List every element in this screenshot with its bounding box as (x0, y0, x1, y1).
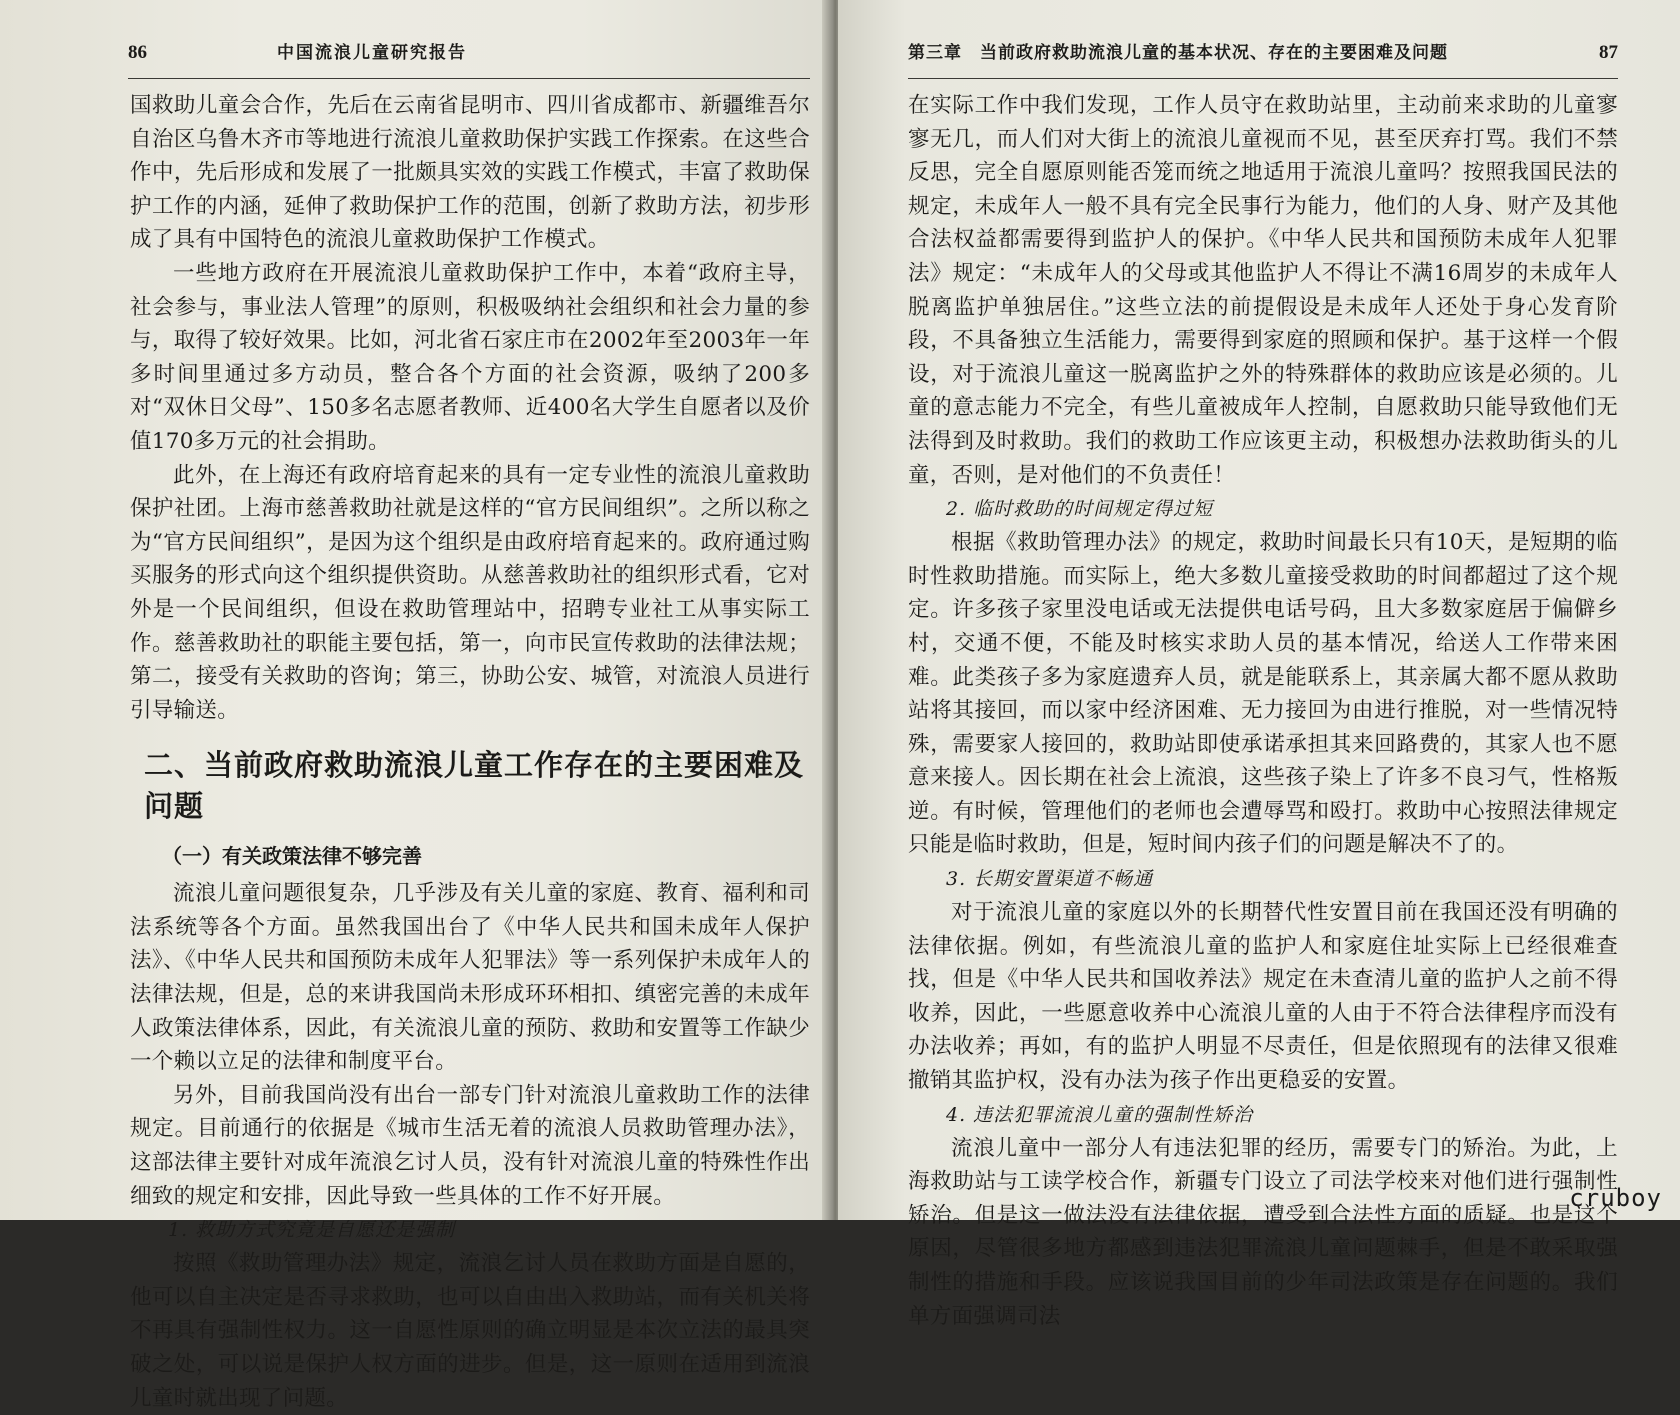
right-page-header (908, 38, 1618, 79)
item-heading: 1. 救助方式究竟是自愿还是强制 (168, 1219, 456, 1242)
paragraph: 按照《救助管理办法》规定，流浪乞讨人员在救助方面是自愿的，他可以自主决定是否寻求救助，也可以自由出入救助站，而有关机关将不再具有强制性权力。这一自愿性原则的确立明显是本次立法的最具突破之处，可以说是保护人权方面的进步。但是，这一原则在适用到流浪儿童时就出现了问题。 (130, 1251, 810, 1411)
item-heading: 2. 临时救助的时间规定得过短 (946, 498, 1214, 521)
paragraph: 此外，在上海还有政府培育起来的具有一定专业性的流浪儿童救助保护社团。上海市慈善救助社就是这样的“官方民间组织”。之所以称之为“官方民间组织”，是因为这个组织是由政府培育起来的。政府通过购买服务的形式向这个组织提供资助。从慈善救助社的组织形式看，它对外是一个民间组织，但设在救助管理站中，招聘专业社工从事实际工作。慈善救助社的职能主要包括，第一，向市民宣传救助的法律法规；第二，接受有关救助的咨询；第三，协助公安、城管，对流浪人员进行引导输送。 (130, 462, 810, 723)
left-page (0, 0, 830, 1411)
right-running-title: 第三章 当前政府救助流浪儿童的基本状况、存在的主要困难及问题 (908, 43, 1448, 63)
left-page-number: 86 (128, 42, 147, 63)
paragraph: 另外，目前我国尚没有出台一部专门针对流浪儿童救助工作的法律规定。目前通行的依据是《城市生活无着的流浪人员救助管理办法》，这部法律主要针对成年流浪乞讨人员，没有针对流浪儿童的特殊性作出细致的规定和安排，因此导致一些具体的工作不好开展。 (130, 1082, 810, 1209)
left-running-title: 中国流浪儿童研究报告 (277, 43, 467, 63)
right-page-body (908, 89, 1618, 1333)
paragraph: 根据《救助管理办法》的规定，救助时间最长只有10天，是短期的临时性救助措施。而实际上，绝大多数儿童接受救助的时间都超过了这个规定。许多孩子家里没电话或无法提供电话号码，且大多数家庭居于偏僻乡村，交通不便，不能及时核实求助人员的基本情况，给送人工作带来困难。此类孩子多为家庭遗弃人员，就是能联系上，其亲属大都不愿从救助站将其接回，而以家中经济困难、无力接回为由进行推脱，对一些情况特殊，需要家人接回的，救助站即使承诺承担其来回路费的，其家人也不愿意来接人。因长期在社会上流浪，这些孩子染上了许多不良习气，性格叛逆。有时候，管理他们的老师也会遭辱骂和殴打。救助中心按照法律规定只能是临时救助，但是，短时间内孩子们的问题是解决不了的。 (908, 530, 1618, 858)
subsection-heading: （一）有关政策法律不够完善 (162, 844, 422, 869)
paragraph: 流浪儿童问题很复杂，几乎涉及有关儿童的家庭、教育、福利和司法系统等各个方面。虽然我国出台了《中华人民共和国未成年人保护法》、《中华人民共和国预防未成年人犯罪法》等一系列保护未成年人的法律法规，但是，总的来讲我国尚未形成环环相扣、缜密完善的未成年人政策法律体系，因此，有关流浪儿童的预防、救助和安置等工作缺少一个赖以立足的法律和制度平台。 (130, 881, 810, 1075)
right-page-number: 87 (1599, 42, 1618, 63)
right-page (838, 0, 1680, 1329)
left-page-body (130, 89, 810, 1415)
paragraph: 对于流浪儿童的家庭以外的长期替代性安置目前在我国还没有明确的法律依据。例如，有些流浪儿童的监护人和家庭住址实际上已经很难查找，但是《中华人民共和国收养法》规定在未查清儿童的监护人之前不得收养，因此，一些愿意收养中心流浪儿童的人由于不符合法律程序而没有办法收养；再如，有的监护人明显不尽责任，但是依照现有的法律又很难撤销其监护权，没有办法为孩子作出更稳妥的安置。 (908, 900, 1618, 1094)
section-heading: 二、当前政府救助流浪儿童工作存在的主要困难及问题 (144, 748, 805, 824)
watermark: cruboy (1569, 1184, 1662, 1212)
item-heading: 4. 违法犯罪流浪儿童的强制性矫治 (946, 1103, 1254, 1126)
left-page-header (128, 38, 810, 79)
paragraph: 在实际工作中我们发现，工作人员守在救助站里，主动前来求助的儿童寥寥无几，而人们对大街上的流浪儿童视而不见，甚至厌弃打骂。我们不禁反思，完全自愿原则能否笼而统之地适用于流浪儿童吗？按照我国民法的规定，未成年人一般不具有完全民事行为能力，他们的人身、财产及其他合法权益都需要得到监护人的保护。《中华人民共和国预防未成年人犯罪法》规定：“未成年人的父母或其他监护人不得让不满16周岁的未成年人脱离监护单独居住。”这些立法的前提假设是未成年人还处于身心发育阶段，不具备独立生活能力，需要得到家庭的照顾和保护。基于这样一个假设，对于流浪儿童这一脱离监护之外的特殊群体的救助应该是必须的。儿童的意志能力不完全，有些儿童被成年人控制，自愿救助只能导致他们无法得到及时救助。我们的救助工作应该更主动，积极想办法救助街头的儿童，否则，是对他们的不负责任！ (908, 93, 1618, 488)
paragraph: 国救助儿童会合作，先后在云南省昆明市、四川省成都市、新疆维吾尔自治区乌鲁木齐市等地进行流浪儿童救助保护实践工作探索。在这些合作中，先后形成和发展了一批颇具实效的实践工作模式，丰富了救助保护工作的内涵，延伸了救助保护工作的范围，创新了救助方法，初步形成了具有中国特色的流浪儿童救助保护工作模式。 (130, 93, 810, 253)
paragraph: 流浪儿童中一部分人有违法犯罪的经历，需要专门的矫治。为此，上海救助站与工读学校合作，新疆专门设立了司法学校来对他们进行强制性矫治。但是这一做法没有法律依据，遭受到合法性方面的质疑。也是这个原因，尽管很多地方都感到违法犯罪流浪儿童问题棘手，但是不敢采取强制性的措施和手段。应该说我国目前的少年司法政策是存在问题的。我们单方面强调司法 (908, 1135, 1618, 1329)
item-heading: 3. 长期安置渠道不畅通 (946, 868, 1154, 891)
paragraph: 一些地方政府在开展流浪儿童救助保护工作中，本着“政府主导，社会参与，事业法人管理”的原则，积极吸纳社会组织和社会力量的参与，取得了较好效果。比如，河北省石家庄市在2002年至2003年一年多时间里通过多方动员，整合各个方面的社会资源，吸纳了200多对“双休日父母”、150多名志愿者教师、近400名大学生自愿者以及价值170多万元的社会捐助。 (130, 260, 810, 454)
